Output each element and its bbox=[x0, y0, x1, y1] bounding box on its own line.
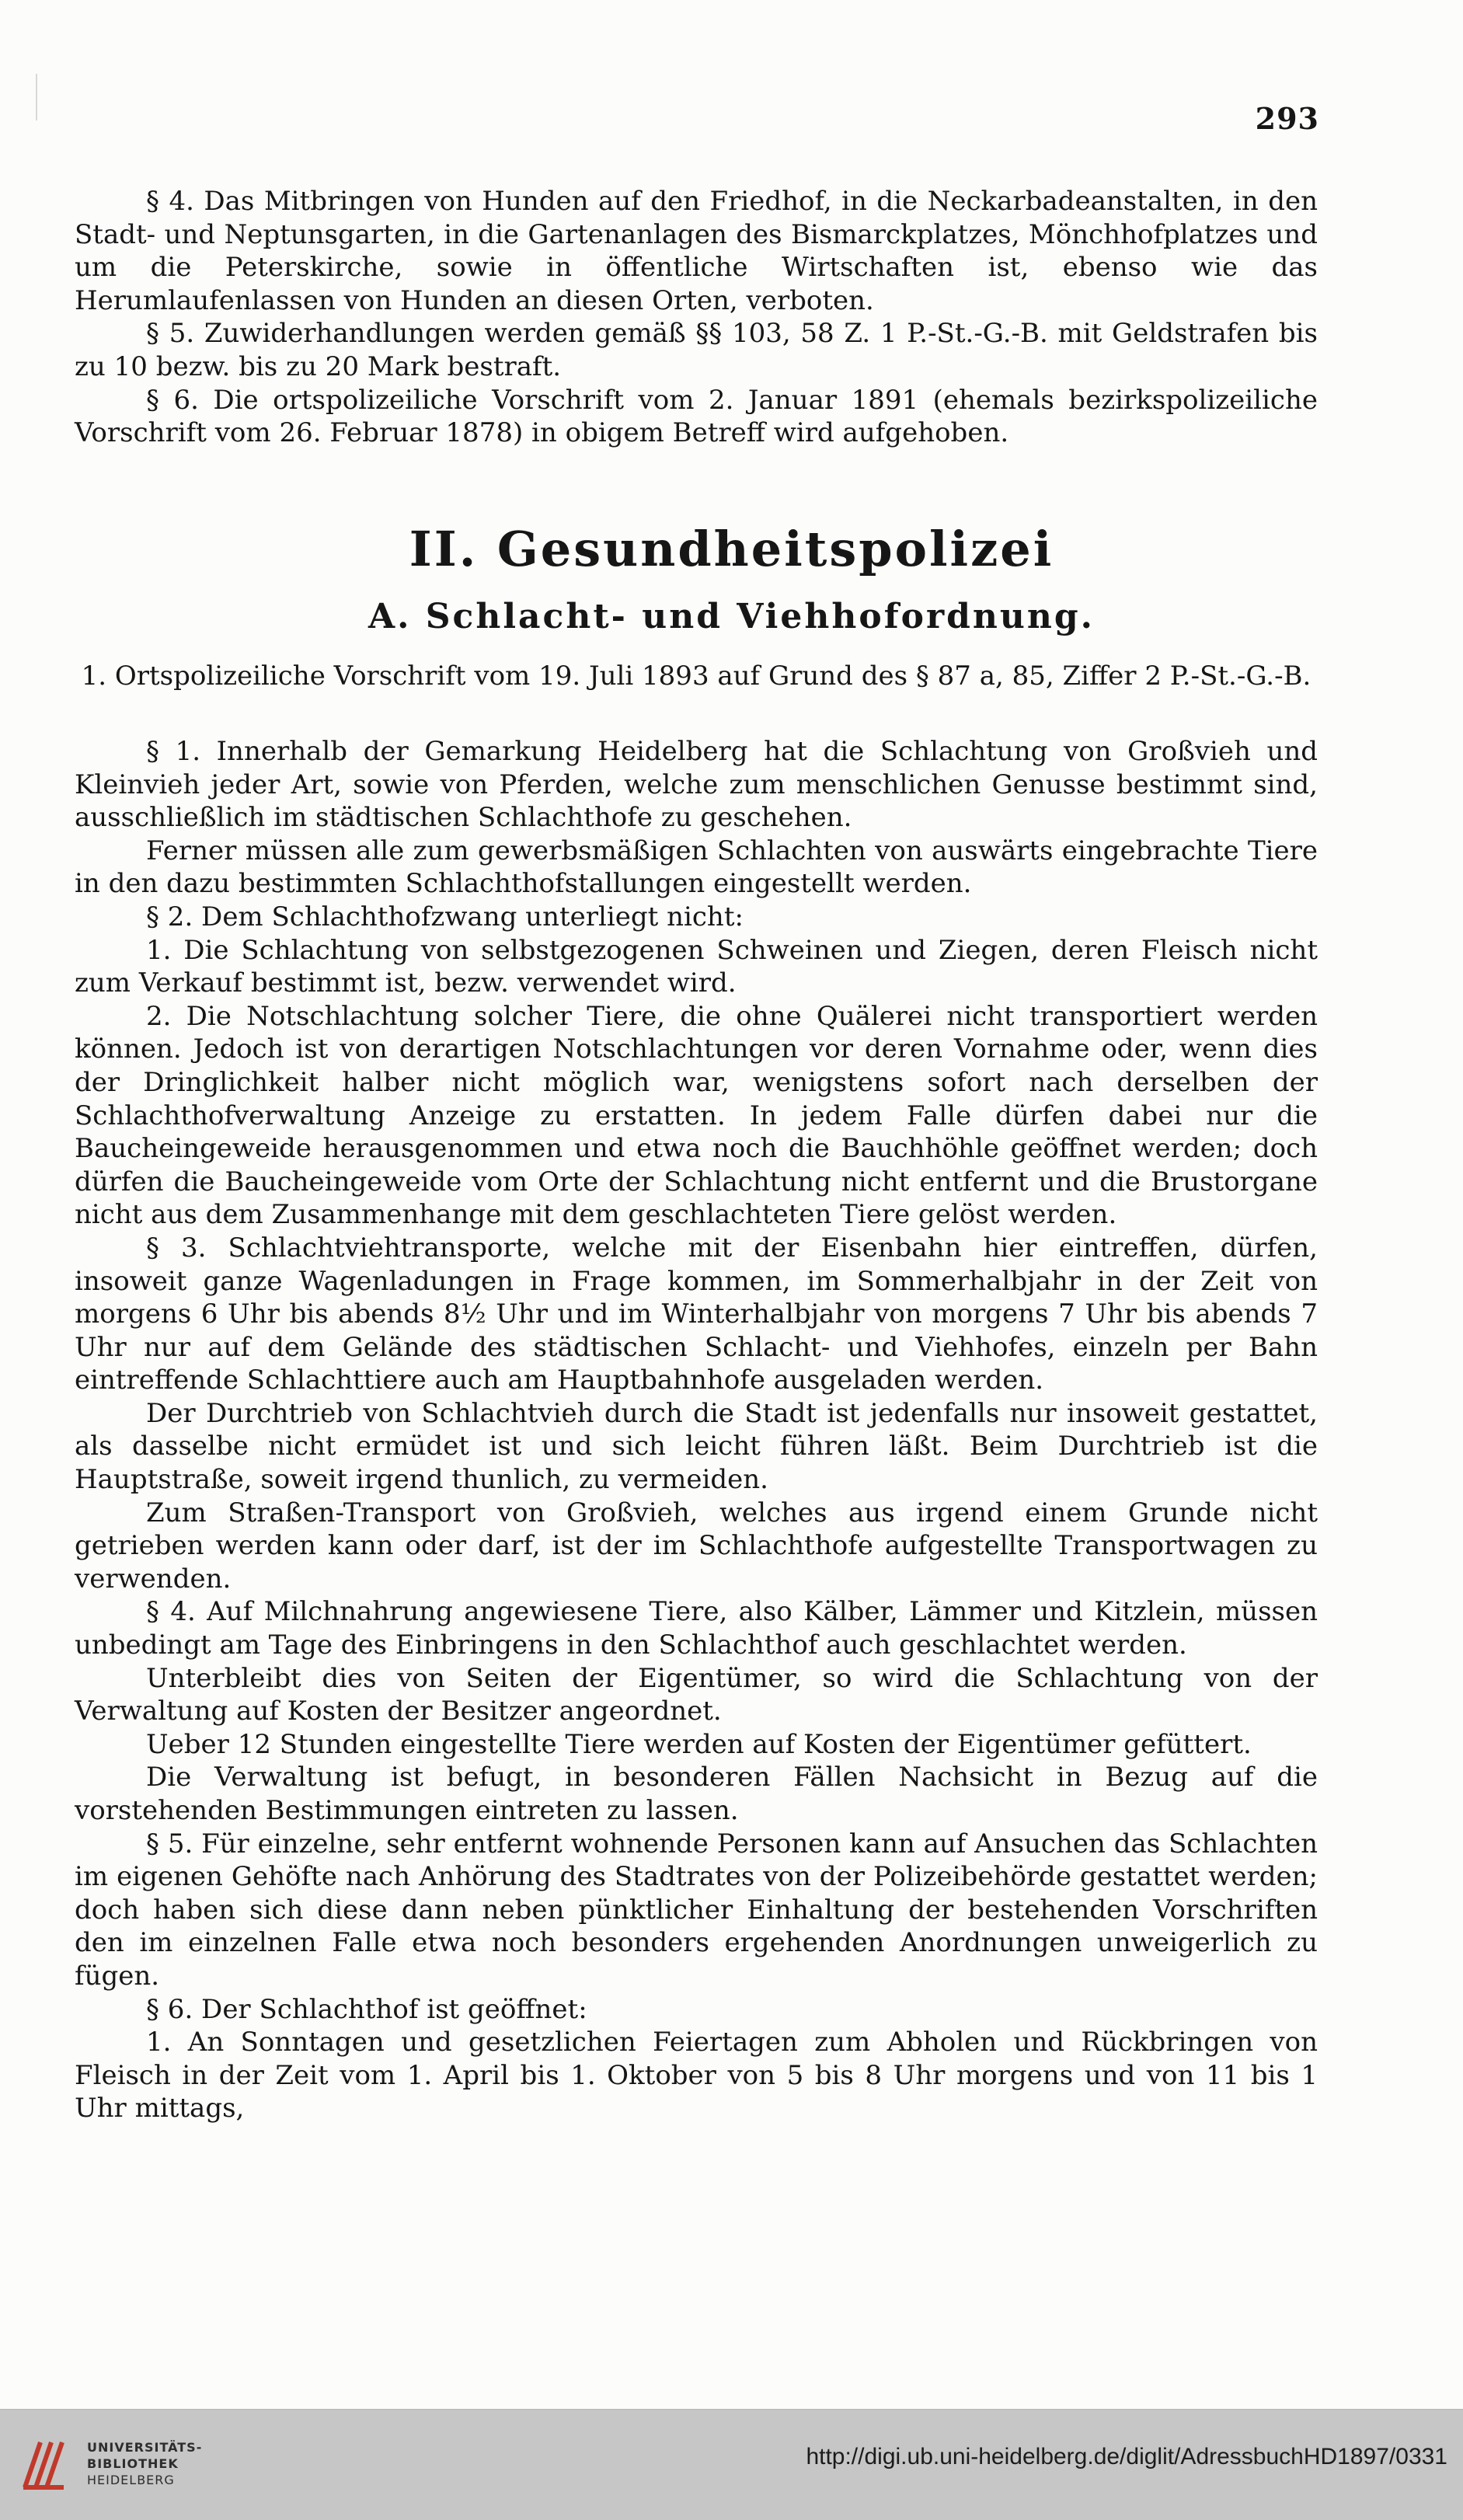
paragraph: Zum Straßen-Transport von Großvieh, welches aus irgend einem Grunde nicht getrieben werden kann oder darf, ist der im Schlachthofe aufgestellte Transportwagen zu verwenden. bbox=[75, 1497, 1318, 1595]
library-name-line: HEIDELBERG bbox=[87, 2473, 175, 2487]
list-item: 1. Die Schlachtung von selbstgezogenen Schweinen und Ziegen, deren Fleisch nicht zum Verkauf bestimmt ist, bezw. verwendet wird. bbox=[75, 934, 1318, 999]
paragraph: § 4. Auf Milchnahrung angewiesene Tiere, also Kälber, Lämmer und Kitzlein, müssen unbedingt am Tage des Einbringens in den Schlachthof auch geschlachtet werden. bbox=[75, 1596, 1318, 1661]
paragraph: § 6. Der Schlachthof ist geöffnet: bbox=[146, 1993, 587, 2025]
library-name-line: UNIVERSITÄTS- bbox=[87, 2440, 203, 2455]
paragraph: Die Verwaltung ist befugt, in besonderen Fällen Nachsicht in Bezug auf die vorstehenden Bestimmungen eintreten zu lassen. bbox=[75, 1762, 1318, 1826]
library-name bbox=[87, 2439, 202, 2488]
main-paragraphs bbox=[75, 735, 1318, 2125]
paragraph: § 1. Innerhalb der Gemarkung Heidelberg hat die Schlachtung von Großvieh und Kleinvieh jeder Art, sowie von Pferden, welche zum menschlichen Genusse bestimmt sind, ausschließlich im städtischen Schlachthofe zu geschehen. bbox=[75, 736, 1318, 834]
list-item: 1. An Sonntagen und gesetzlichen Feiertagen zum Abholen und Rückbringen von Fleisch in der Zeit vom 1. April bis 1. Oktober von 5 bis 8 Uhr morgens und von 11 bis 1 Uhr mittags, bbox=[75, 2027, 1318, 2124]
footer-bar bbox=[0, 2409, 1463, 2520]
library-name-line: BIBLIOTHEK bbox=[87, 2456, 179, 2471]
margin-mark bbox=[36, 74, 37, 120]
paragraph: § 3. Schlachtviehtransporte, welche mit der Eisenbahn hier eintreffen, dürfen, insoweit ganze Wagenladungen in Frage kommen, im Sommerhalbjahr in der Zeit von morgens 6 Uhr bis abends 8½ Uhr und im Winterhalbjahr von morgens 7 Uhr bis abends 7 Uhr nur auf dem Gelände des städtischen Schlacht- und Viehhofes, einzeln per Bahn eintreffende Schlachttiere auch am Hauptbahnhofe ausgeladen werden. bbox=[75, 1232, 1318, 1396]
ordinance-title: 1. Ortspolizeiliche Vorschrift vom 19. Juli 1893 auf Grund des § 87 a, 85, Ziffer 2 P.-St.-G.-B. bbox=[81, 660, 1311, 692]
paragraph: § 4. Das Mitbringen von Hunden auf den Friedhof, in die Neckarbadeanstalten, in den Stadt- und Neptunsgarten, in die Gartenanlagen des Bismarckplatzes, Mönchhofplatzes und um die Peterskirche, sowie in öffentliche Wirtschaften ist, ebenso wie das Herumlaufenlassen von Hunden an diesen Orten, verboten. bbox=[75, 186, 1318, 316]
paragraph: § 6. Die ortspolizeiliche Vorschrift vom 2. Januar 1891 (ehemals bezirkspolizeiliche Vorschrift vom 26. Februar 1878) in obigem Betreff wird aufgehoben. bbox=[75, 384, 1318, 449]
paragraph: Der Durchtrieb von Schlachtvieh durch die Stadt ist jedenfalls nur insoweit gestattet, als dasselbe nicht ermüdet ist und sich leicht führen läßt. Beim Durchtrieb ist die Hauptstraße, soweit irgend thunlich, zu vermeiden. bbox=[75, 1397, 1318, 1496]
paragraph: § 5. Für einzelne, sehr entfernt wohnende Personen kann auf Ansuchen das Schlachten im eigenen Gehöfte nach Anhörung des Stadtrates von der Polizeibehörde gestattet werden; doch haben sich diese dann neben pünktlicher Einhaltung der bestehenden Vorschriften den im einzelnen Falle etwa noch besonders ergehenden Anordnungen unweigerlich zu fügen. bbox=[75, 1828, 1318, 1992]
list-item: 2. Die Notschlachtung solcher Tiere, die ohne Quälerei nicht transportiert werden können. Jedoch ist von derartigen Notschlachtungen vor deren Vornahme oder, wenn dies der Dringlichkeit halber nicht möglich war, wenigstens sofort nach derselben der Schlachthofverwaltung Anzeige zu erstatten. In jedem Falle dürfen dabei nur die Baucheingeweide herausgenommen und etwa noch die Bauchhöhle geöffnet werden; doch dürfen die Baucheingeweide vom Orte der Schlachtung nicht entfernt und die Brustorgane nicht aus dem Zusammenhange mit dem geschlachteten Tiere gelöst werden. bbox=[75, 1000, 1318, 1231]
section-title: II. Gesundheitspolizei bbox=[409, 521, 1054, 577]
paragraph: Unterbleibt dies von Seiten der Eigentümer, so wird die Schlachtung von der Verwaltung auf Kosten der Besitzer angeordnet. bbox=[75, 1662, 1318, 1727]
source-url-link[interactable]: http://digi.ub.uni-heidelberg.de/diglit/AdressbuchHD1897/0331 bbox=[806, 2444, 1447, 2469]
page-number: 293 bbox=[1255, 101, 1319, 136]
paragraph: § 5. Zuwiderhandlungen werden gemäß §§ 103, 58 Z. 1 P.-St.-G.-B. mit Geldstrafen bis zu 10 bezw. bis zu 20 Mark bestraft. bbox=[75, 318, 1318, 382]
paragraph: Ferner müssen alle zum gewerbsmäßigen Schlachten von auswärts eingebrachte Tiere in den dazu bestimmten Schlachthofstallungen eingestellt werden. bbox=[75, 835, 1318, 900]
subsection-title: A. Schlacht- und Viehhofordnung. bbox=[368, 597, 1095, 636]
paragraph: § 2. Dem Schlachthofzwang unterliegt nicht: bbox=[146, 901, 744, 932]
paragraph: Ueber 12 Stunden eingestellte Tiere werden auf Kosten der Eigentümer gefüttert. bbox=[146, 1728, 1252, 1760]
top-paragraphs bbox=[75, 185, 1318, 450]
library-logo-icon bbox=[17, 2433, 79, 2495]
